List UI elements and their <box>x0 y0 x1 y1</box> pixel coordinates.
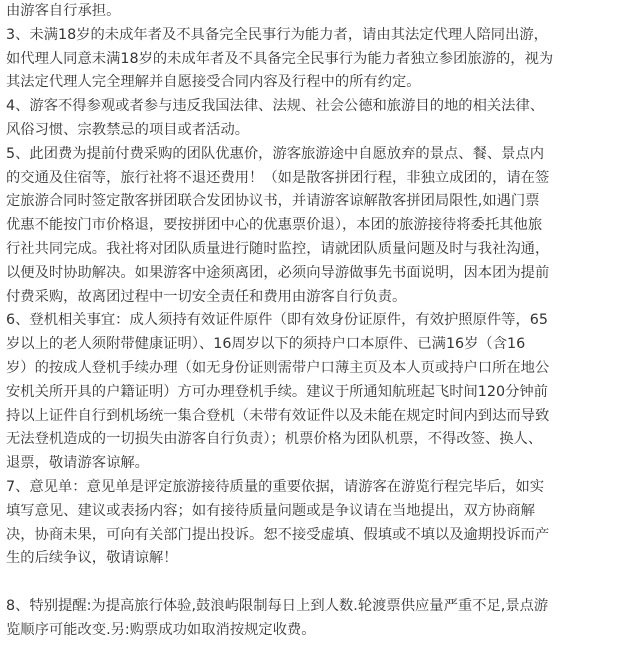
doc-line: 定旅游合同时签定散客拼团联合发团协议书，并请游客谅解散客拼团局限性,如遇门票 <box>6 193 540 210</box>
terms-document <box>6 0 618 643</box>
doc-line: 决，协商未果，可向有关部门提出投诉。恕不接受虚填、假填或不填以及逾期投诉而产 <box>6 526 550 543</box>
doc-line: 安机关所开具的户籍证明）方可办理登机手续。建议于所通知航班起飞时间120分钟前 <box>6 383 548 400</box>
doc-line: 8、特别提醒:为提高旅行体验,鼓浪屿限制每日上到人数.轮渡票供应量严重不足,景点游 <box>6 597 549 614</box>
doc-line: 览顺序可能改变.另:购票成功如取消按规定收费。 <box>6 621 316 638</box>
doc-line: 持以上证件自行到机场统一集合登机（未带有效证件以及未能在规定时间内到达而导致 <box>6 407 550 424</box>
doc-line: 岁以上的老人须附带健康证明）、16周岁以下的须持户口本原件、已满16岁（含16 <box>6 336 526 353</box>
doc-line: 如代理人同意未满18岁的未成年者及不具备完全民事行为能力者独立参团旅游的，视为 <box>6 50 554 67</box>
doc-line: 由游客自行承担。 <box>6 3 121 19</box>
doc-line: 的交通及住宿等，旅行社将不退还费用！（如是散客拼团行程，非独立成团的，请在签 <box>6 169 550 186</box>
paragraph-spacer <box>6 571 618 595</box>
doc-line: 5、此团费为提前付费采购的团队优惠价，游客旅游途中自愿放弃的景点、餐、景点内 <box>6 145 545 162</box>
doc-line: 3、未满18岁的未成年者及不具备完全民事行为能力者，请由其法定代理人陪同出游， <box>6 26 548 43</box>
doc-line: 岁）的按成人登机手续办理（如无身份证则需带户口薄主页及本人页或持户口所在地公 <box>6 359 550 376</box>
doc-line: 无法登机造成的一切损失由游客自行负责）；机票价格为团队机票，不得改签、换人、 <box>6 431 543 448</box>
doc-line: 7、意见单：意见单是评定旅游接待质量的重要依据，请游客在游览行程完毕后，如实 <box>6 478 545 495</box>
doc-line: 6、登机相关事宜：成人须持有效证件原件（即有效身份证原件，有效护照原件等，65 <box>6 312 548 329</box>
doc-line: 以便及时协助解决。如果游客中途须离团，必须向导游做事先书面说明，因本团为提前 <box>6 264 550 281</box>
doc-line: 填写意见、建议或表扬内容；如有接待质量问题或是争议请在当地提出，双方协商解 <box>6 502 535 519</box>
doc-line: 优惠不能按门市价格退，要按拼团中心的优惠票价退），本团的旅游接待将委托其他旅 <box>6 217 543 234</box>
doc-line: 其法定代理人完全理解并自愿接受合同内容及行程中的所有约定。 <box>6 74 421 91</box>
doc-line: 4、游客不得参观或者参与违反我国法律、法规、社会公德和旅游目的地的相关法律、 <box>6 98 545 115</box>
doc-line: 付费采购，故离团过程中一切安全责任和费用由游客自行负责。 <box>6 288 407 305</box>
doc-line: 生的后续争议，敬请谅解！ <box>6 550 178 567</box>
doc-line: 退票，敬请游客谅解。 <box>6 455 149 472</box>
doc-line: 行社共同完成。我社将对团队质量进行随时监控，请就团队质量问题及时与我社沟通， <box>6 240 550 257</box>
doc-line: 风俗习惯、宗教禁忌的项目或者活动。 <box>6 121 250 138</box>
